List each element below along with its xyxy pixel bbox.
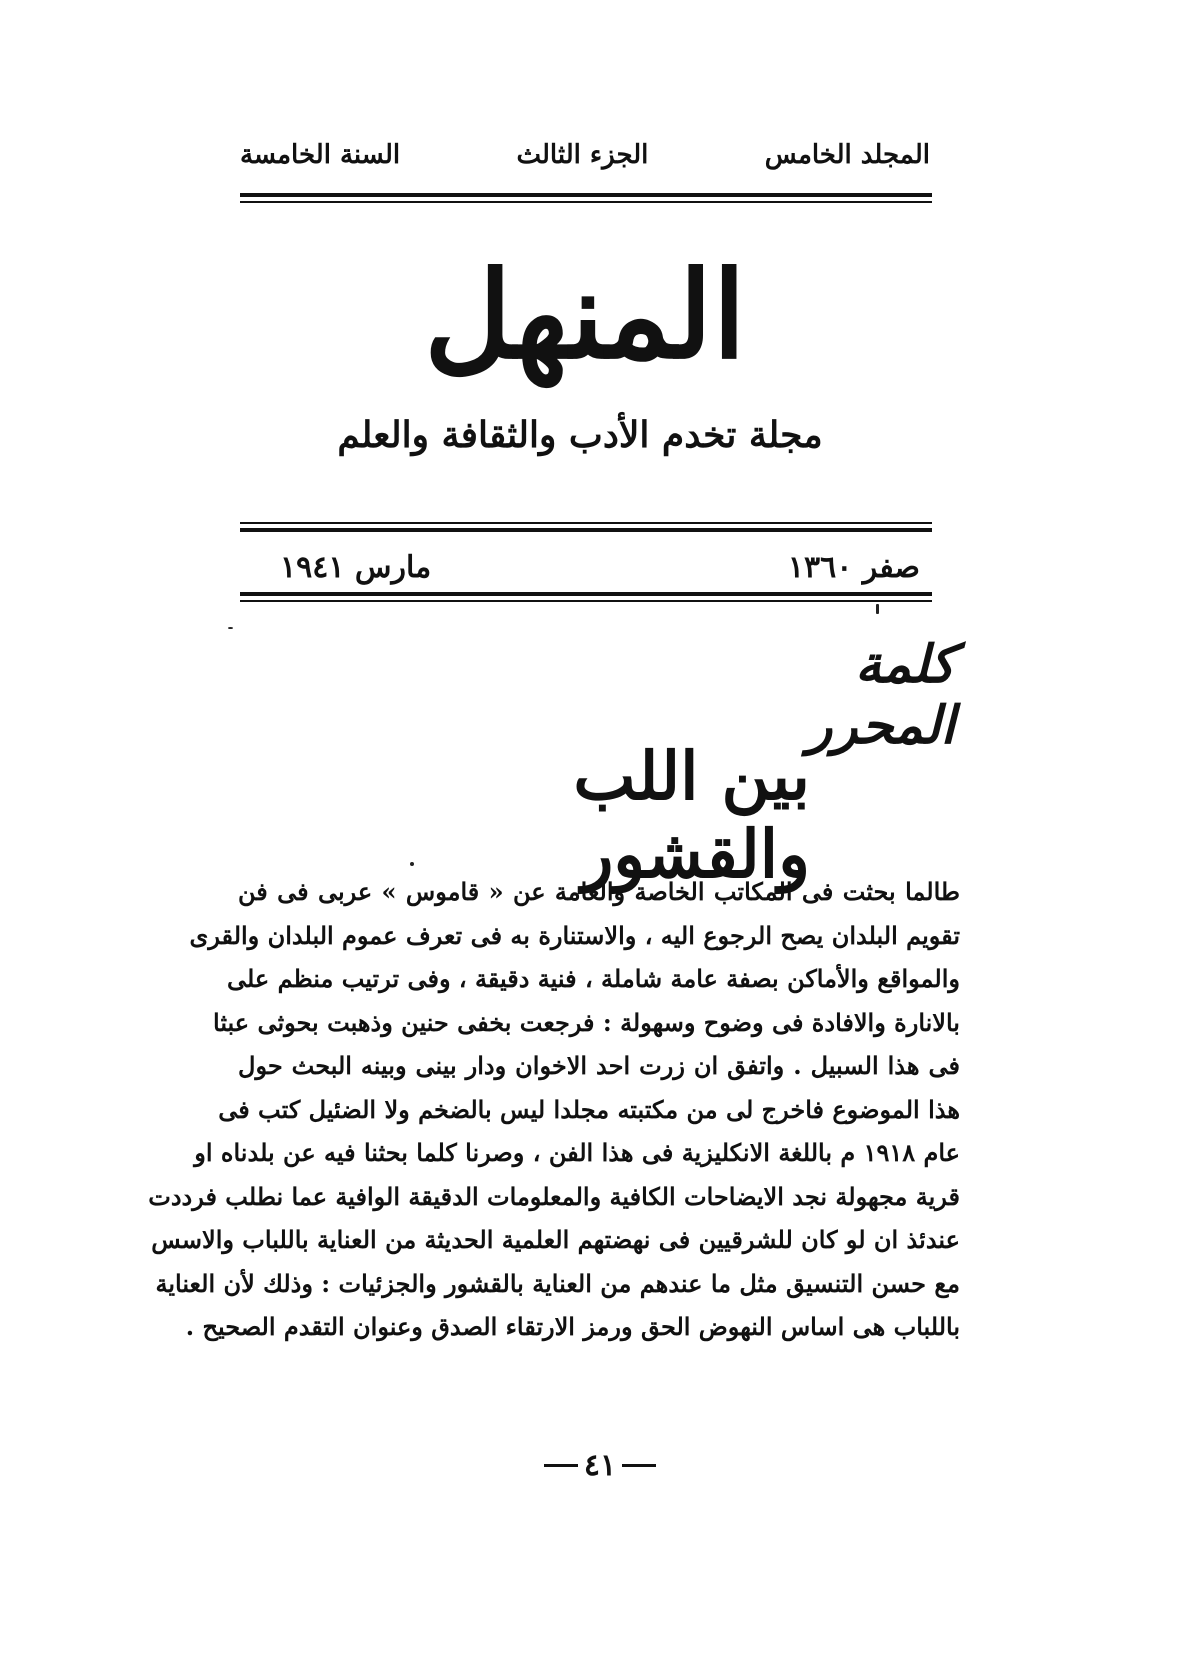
header-rule-thin xyxy=(240,201,932,203)
issue-header xyxy=(240,130,930,180)
date-rule-bottom-thin xyxy=(240,600,932,602)
scan-speck xyxy=(410,862,414,866)
date-rule-top-thin xyxy=(240,522,932,524)
volume-label: المجلد الخامس xyxy=(764,140,930,170)
body-line: مع حسن التنسيق مثل ما عندهم من العناية بالقشور والجزئيات : وذلك لأن العناية xyxy=(155,1268,960,1298)
issue-dates xyxy=(280,545,920,590)
dash-right xyxy=(622,1464,656,1467)
masthead-subtitle: مجلة تخدم الأدب والثقافة والعلم xyxy=(337,414,823,456)
body-line: والمواقع والأماكن بصفة عامة شاملة ، فنية دقيقة ، وفى ترتيب منظم على xyxy=(226,964,960,993)
dash-left xyxy=(544,1464,578,1467)
column-title: كلمة المحرر xyxy=(807,634,955,756)
body-line: عندئذ ان لو كان للشرقيين فى نهضتهم العلمية الحديثة من العناية باللباب والاسس xyxy=(151,1225,960,1254)
header-rule-thick xyxy=(240,193,932,197)
page-number-value: ٤١ xyxy=(583,1447,617,1483)
body-line: فى هذا السبيل . واتفق ان زرت احد الاخوان ودار بينى وبينه البحث حول xyxy=(238,1051,960,1080)
body-line: تقويم البلدان يصح الرجوع اليه ، والاستنارة به فى تعرف عموم البلدان والقرى xyxy=(189,920,960,950)
page-number xyxy=(520,1435,680,1495)
part-label: الجزء الثالث xyxy=(516,140,649,170)
article-body xyxy=(148,870,960,1349)
scan-speck xyxy=(228,627,233,629)
body-line: عام ١٩١٨ م باللغة الانكليزية فى هذا الفن ، وصرنا كلما بحثنا فيه عن بلدناه او xyxy=(194,1138,960,1167)
body-line: بالانارة والافادة فى وضوح وسهولة : فرجعت بخفى حنين وذهبت بحوثى عبثا xyxy=(213,1007,960,1037)
body-line: باللباب هى اساس النهوض الحق ورمز الارتقاء الصدق وعنوان التقدم الصحيح . xyxy=(185,1312,960,1341)
year-label: السنة الخامسة xyxy=(240,140,401,170)
body-line: قرية مجهولة نجد الايضاحات الكافية والمعلومات الدقيقة الوافية عما نطلب فرددت xyxy=(148,1181,960,1211)
scan-speck xyxy=(876,604,879,614)
gregorian-date: مارس ١٩٤١ xyxy=(280,550,432,585)
date-rule-bottom-thick xyxy=(240,592,932,596)
article-title: بين اللب والقشور xyxy=(573,737,810,893)
hijri-date: صفر ١٣٦٠ xyxy=(787,550,920,585)
body-line: طالما بحثت فى المكاتب الخاصة والعامة عن « قاموس » عربى فى فن xyxy=(238,877,960,906)
date-rule-top-thick xyxy=(240,528,932,532)
body-line: هذا الموضوع فاخرج لى من مكتبته مجلدا ليس بالضخم ولا الضئيل كتب فى xyxy=(218,1094,960,1124)
masthead-title: المنهل xyxy=(424,244,746,386)
